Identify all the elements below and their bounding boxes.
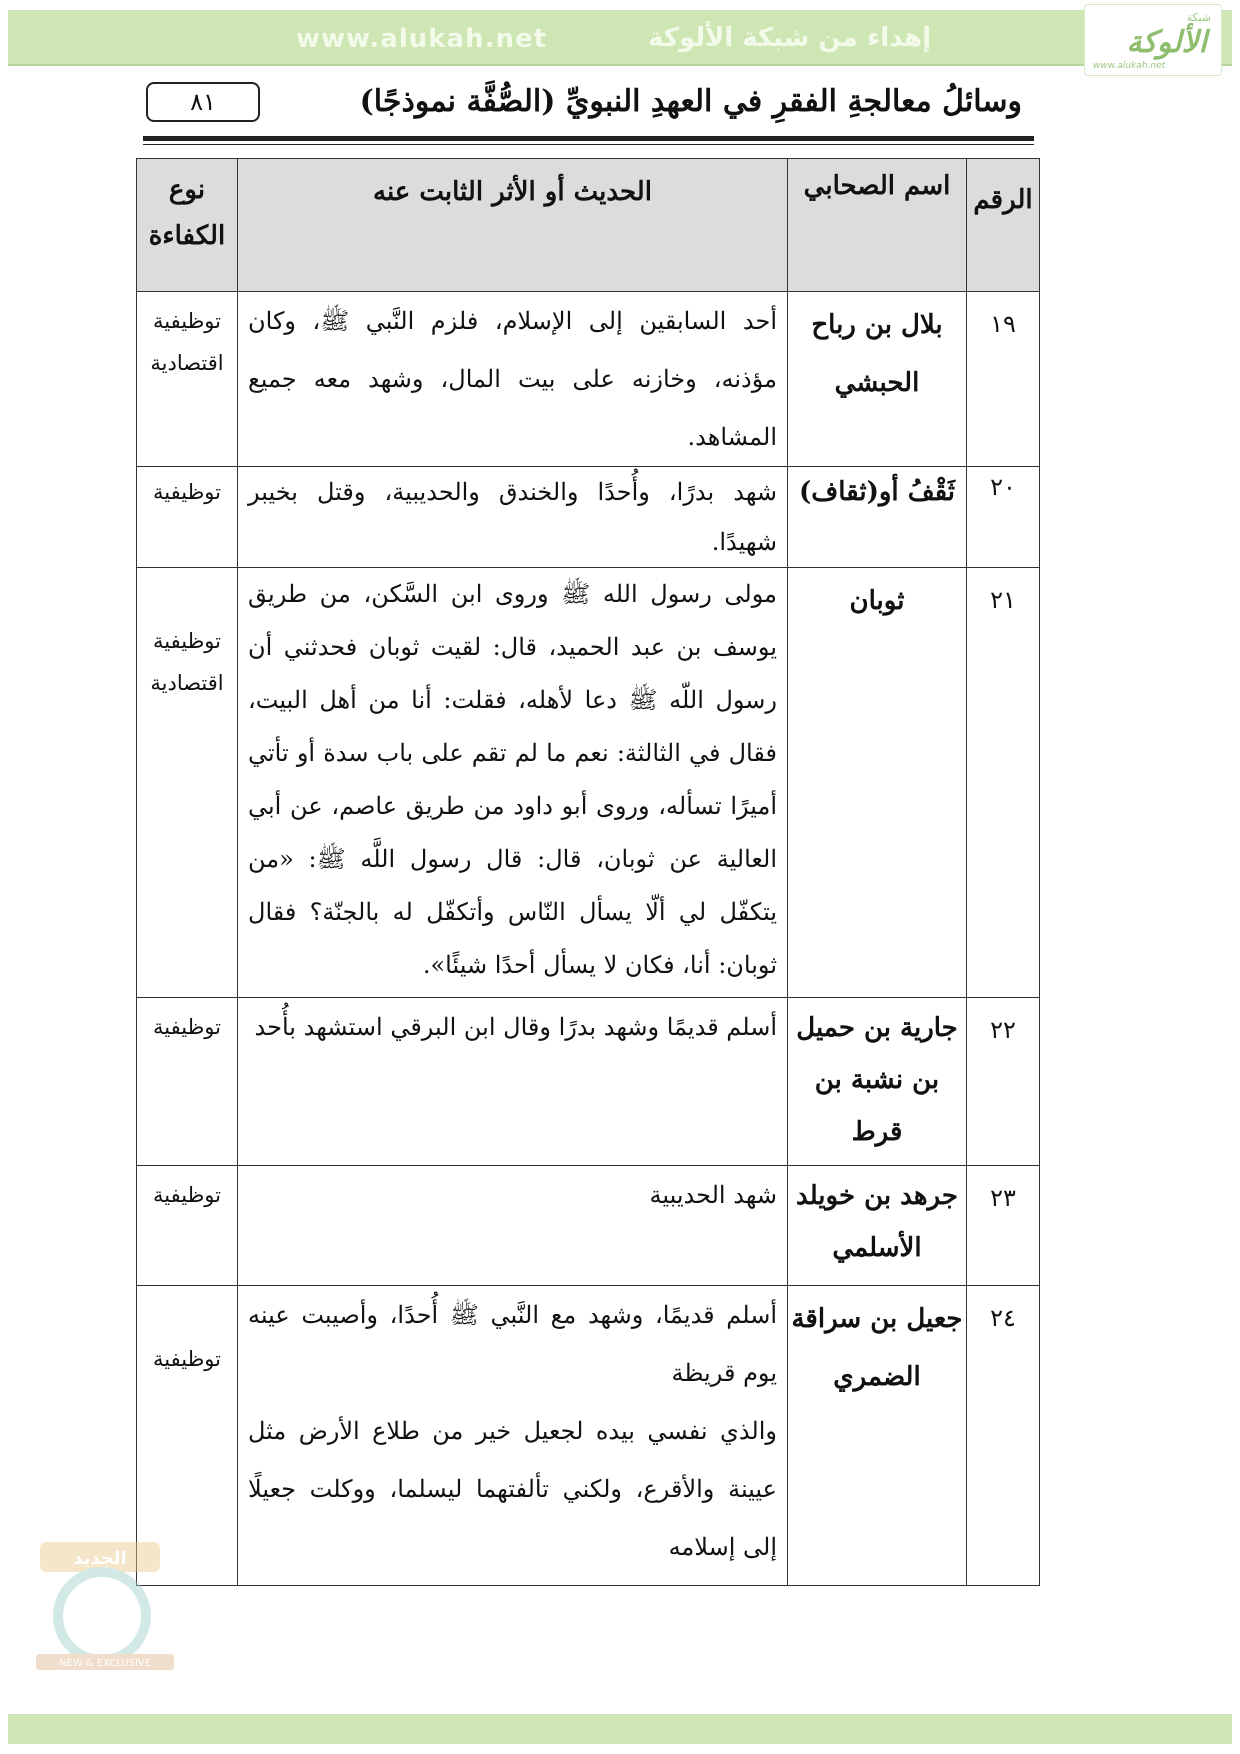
row-type: توظيفية اقتصادية xyxy=(137,292,238,467)
row-name: جرهد بن خويلد الأسلمي xyxy=(788,1166,967,1286)
table-row xyxy=(137,998,1040,1166)
row-type: توظيفية xyxy=(137,1286,238,1586)
row-name: ثوبان xyxy=(788,568,967,998)
alukah-logo xyxy=(1084,4,1222,76)
table-row xyxy=(137,1166,1040,1286)
banner-gift-text: إهداء من شبكة الألوكة xyxy=(648,23,932,53)
row-num: ٢١ xyxy=(967,568,1040,998)
header-rule-thick xyxy=(143,136,1034,141)
exclusive-badge xyxy=(30,1538,180,1676)
site-banner xyxy=(8,10,1232,66)
row-text: أحد السابقين إلى الإسلام، فلزم النَّبي ﷺ، وكان مؤذنه، وخازنه على بيت المال، وشهد معه جميع المشاهد. xyxy=(238,292,788,467)
row-name: ثَقْفُ أو(ثقاف) xyxy=(788,467,967,568)
row-type: توظيفية xyxy=(137,467,238,568)
logo-url-text: www.alukah.net xyxy=(1093,61,1166,71)
badge-top-text: الجديد xyxy=(73,1548,127,1569)
row-name: جعيل بن سراقة الضمري xyxy=(788,1286,967,1586)
header-num: الرقم xyxy=(967,159,1040,292)
badge-circle xyxy=(58,1572,146,1660)
page-title: وسائلُ معالجةِ الفقرِ في العهدِ النبويِّ (الصُّفَّة نموذجًا) xyxy=(359,84,1022,119)
row-text: شهد الحديبية xyxy=(238,1166,788,1286)
header-text: الحديث أو الأثر الثابت عنه xyxy=(238,159,788,292)
page-number: ٨١ xyxy=(146,82,260,122)
row-text: شهد بدرًا، وأُحدًا والخندق والحديبية، وقتل بخيبر شهيدًا. xyxy=(238,467,788,568)
badge-bottom-text: NEW & EXCLUSIVE xyxy=(58,1658,152,1669)
logo-main-text: الألوكة xyxy=(1126,25,1207,60)
header-name: اسم الصحابي xyxy=(788,159,967,292)
table-row xyxy=(137,292,1040,467)
row-text: أسلم قديمًا وشهد بدرًا وقال ابن البرقي استشهد بأُحد xyxy=(238,998,788,1166)
row-num: ٢٢ xyxy=(967,998,1040,1166)
row-text-quote: والذي نفسي بيده لجعيل خير من طلاع الأرض مثل عيينة والأقرع، ولكني تألفتهما ليسلما، ووكلت جعيلًا إلى إسلامه xyxy=(248,1417,777,1561)
logo-small-text: شبكة xyxy=(1186,11,1211,24)
row-type: توظيفية اقتصادية xyxy=(137,568,238,998)
banner-url[interactable]: www.alukah.net xyxy=(296,24,548,54)
row-type: توظيفية xyxy=(137,998,238,1166)
header-type: نوع الكفاءة xyxy=(137,159,238,292)
badge-graphic xyxy=(30,1538,180,1676)
row-text-cell xyxy=(238,1286,788,1586)
table-row xyxy=(137,1286,1040,1586)
row-name: جارية بن حميل بن نشبة بن قرط xyxy=(788,998,967,1166)
table-header-row xyxy=(137,159,1040,292)
table-row xyxy=(137,568,1040,998)
row-text: أسلم قديمًا، وشهد مع النَّبي ﷺ أُحدًا، وأصيبت عينه يوم قريظة xyxy=(248,1301,777,1387)
footer-band xyxy=(8,1714,1232,1744)
row-type: توظيفية xyxy=(137,1166,238,1286)
header-rule-thin xyxy=(143,144,1034,145)
row-num: ٢٤ xyxy=(967,1286,1040,1586)
companions-table xyxy=(136,158,1040,1586)
row-name: بلال بن رباح الحبشي xyxy=(788,292,967,467)
row-text: مولى رسول الله ﷺ وروى ابن السَّكن، من طريق يوسف بن عبد الحميد، قال: لقيت ثوبان فحدثني أن رسول اللّه ﷺ دعا لأهله، فقلت: أنا من أهل البيت، فقال في الثالثة: نعم ما لم تقم على باب سدة أو تأتي أميرًا تسأله، وروى أبو داود من طريق عاصم، عن أبي العالية عن ثوبان، قال: قال رسول اللَّه ﷺ: «من يتكفّل لي ألّا يسأل النّاس وأتكفّل له بالجنّة؟ فقال ثوبان: أنا، فكان لا يسأل أحدًا شيئًا». xyxy=(238,568,788,998)
row-num: ٢٣ xyxy=(967,1166,1040,1286)
row-num: ٢٠ xyxy=(967,467,1040,568)
table-row xyxy=(137,467,1040,568)
row-num: ١٩ xyxy=(967,292,1040,467)
